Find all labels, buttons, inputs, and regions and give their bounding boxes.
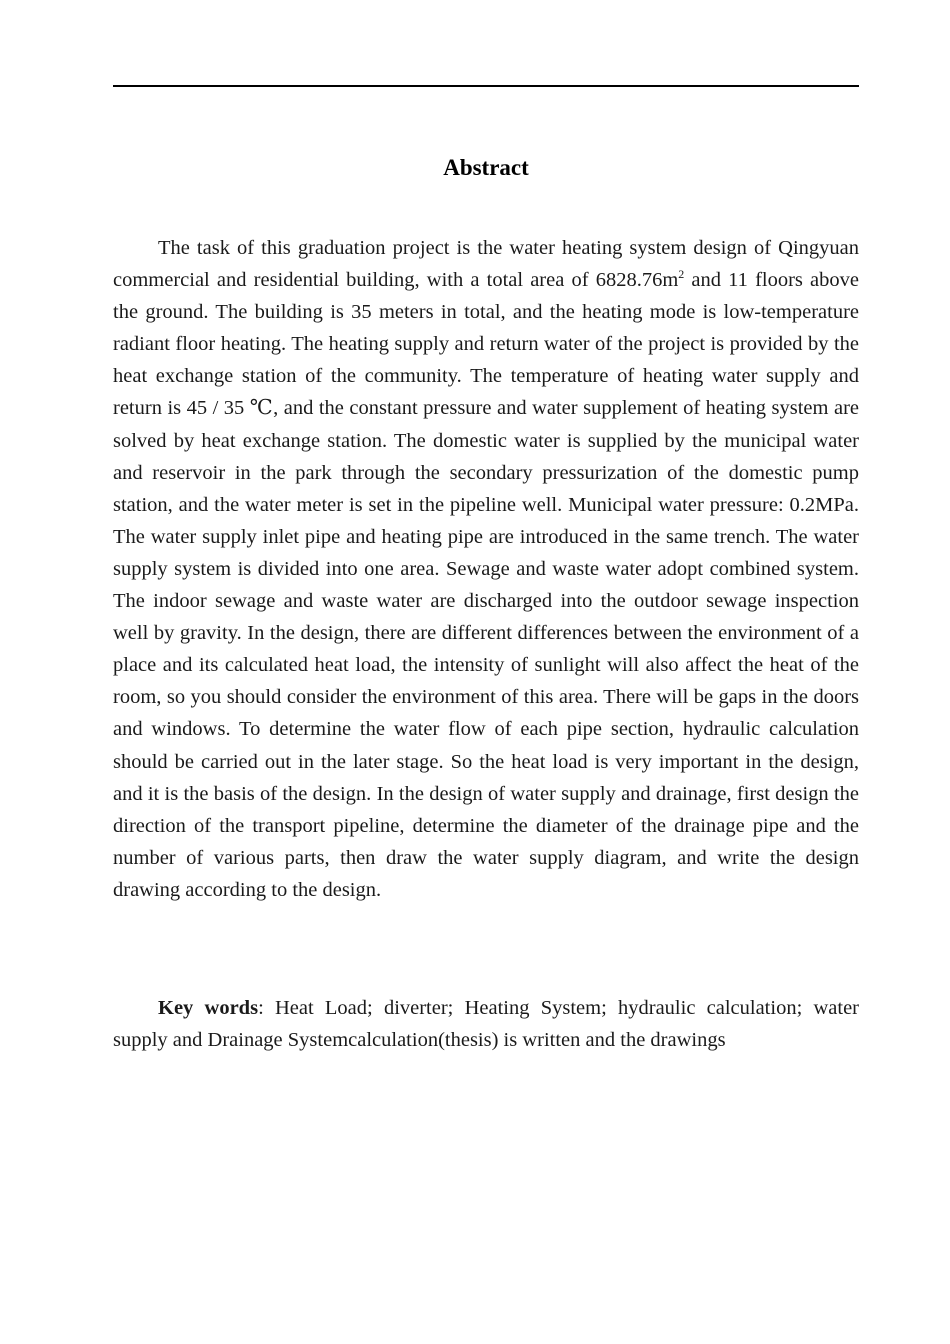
header-rule: [113, 85, 859, 87]
abstract-paragraph: [113, 232, 859, 906]
keywords-paragraph: [113, 992, 859, 1056]
keywords-text: : Heat Load; diverter; Heating System; hydraulic calculation; water supply and Drainage Systemcalculation(thesis) is written and the drawings: [113, 997, 860, 1052]
abstract-text-part2: and 11 floors above the ground. The building is 35 meters in total, and the heating mode is low-temperature radiant floor heating. The heating supply and return water of the project is provided by the heat exchange station of the community. The temperature of heating water supply and return is 45 / 35 ℃, and the constant pressure and water supplement of heating system are solved by heat exchange station. The domestic water is supplied by the municipal water and reservoir in the park through the secondary pressurization of the domestic pump station, and the water meter is set in the pipeline well. Municipal water pressure: 0.2MPa. The water supply inlet pipe and heating pipe are introduced in the same trench. The water supply system is divided into one area. Sewage and waste water adopt combined system. The indoor sewage and waste water are discharged into the outdoor sewage inspection well by gravity. In the design, there are different differences between the environment of a place and its calculated heat load, the intensity of sunlight will also affect the heat of the room, so you should consider the environment of this area. There will be gaps in the doors and windows. To determine the water flow of each pipe section, hydraulic calculation should be carried out in the later stage. So the heat load is very important in the design, and it is the basis of the design. In the design of water supply and drainage, first design the direction of the transport pipeline, determine the diameter of the drainage pipe and the number of various parts, then draw the water supply diagram, and write the design drawing according to the design.: [113, 269, 859, 901]
abstract-text-part1: The task of this graduation project is the water heating system design of Qingyuan commercial and residential building, with a total area of 6828.76m: [113, 237, 859, 292]
keywords-label: Key words: [158, 997, 259, 1019]
abstract-title: Abstract: [443, 155, 529, 180]
area-superscript: 2: [678, 267, 685, 282]
